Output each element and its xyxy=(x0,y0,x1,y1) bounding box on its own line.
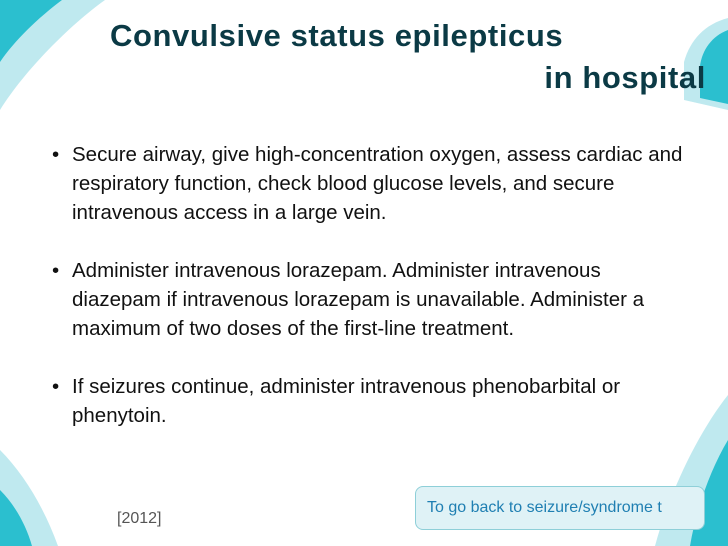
bullet-item xyxy=(50,140,690,227)
bullet-icon: • xyxy=(52,375,60,398)
bullet-item xyxy=(50,372,690,430)
bullet-text: Administer intravenous lorazepam. Administer intravenous diazepam if intravenous lorazepam is unavailable. Administer a maximum of two doses of the first-line treatment. xyxy=(72,259,645,340)
bullet-item xyxy=(50,256,690,343)
bullet-icon: • xyxy=(52,259,60,282)
bullet-text: Secure airway, give high-concentration oxygen, assess cardiac and respiratory function, check blood glucose levels, and secure intravenous access in a large vein. xyxy=(72,143,683,224)
title-line-1: Convulsive status epilepticus xyxy=(110,18,564,53)
bullet-icon: • xyxy=(52,143,60,166)
footnote-year: [2012] xyxy=(117,510,162,527)
title-line-2: in hospital xyxy=(544,60,706,95)
slide-title xyxy=(0,0,728,110)
back-to-seizure-syndrome-button[interactable]: To go back to seizure/syndrome t xyxy=(415,486,705,530)
bullet-list xyxy=(50,140,690,459)
bullet-text: If seizures continue, administer intravenous phenobarbital or phenytoin. xyxy=(72,375,621,427)
